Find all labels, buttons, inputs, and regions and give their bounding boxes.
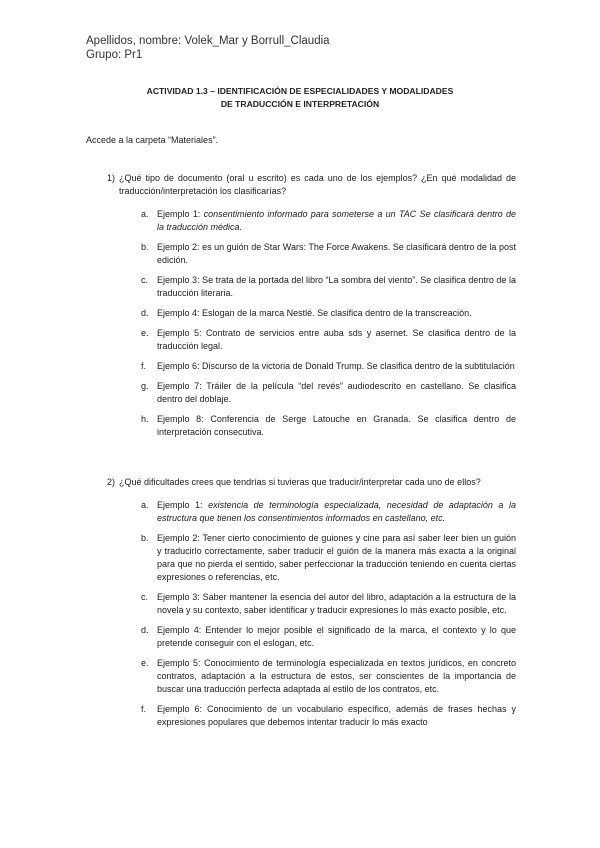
answer-item [86,624,516,650]
answer-item [86,657,516,696]
activity-title [120,85,480,111]
item-letter: f. [141,704,147,714]
answer-item [86,208,516,234]
item-label: Ejemplo 2: [157,242,200,252]
item-letter: b. [141,242,149,252]
question-number: 1) [107,173,116,183]
answer-item [86,327,516,353]
item-label: Ejemplo 1: [157,209,201,219]
question-1-prompt [86,172,516,198]
item-answer: Se trata de la portada del libro “La sombra del viento”. Se clasifica dentro de la traducción literaria. [157,275,516,298]
item-letter: e. [141,658,149,668]
item-letter: b. [141,533,149,543]
item-letter: d. [141,308,149,318]
item-letter: d. [141,625,149,635]
answer-item [86,591,516,617]
question-1-answers [86,208,516,439]
item-letter: a. [141,500,149,510]
item-label: Ejemplo 5: [157,328,202,338]
item-letter: h. [141,414,149,424]
intro-text: Accede a la carpeta “Materiales”. [86,135,219,145]
answer-item [86,307,516,320]
item-letter: c. [141,275,149,285]
item-label: Ejemplo 2: [157,533,200,543]
answer-item [86,413,516,439]
answer-item [86,703,516,729]
item-letter: f. [141,361,147,371]
title-line-1: ACTIVIDAD 1.3 – IDENTIFICACIÓN DE ESPECIALIDADES Y MODALIDADES [146,86,454,96]
document-header [86,34,330,62]
question-text: ¿Qué dificultades crees que tendrías si tuvieras que traducir/interpretar cada uno de ellos? [119,477,481,487]
item-answer: consentimiento informado para someterse a un TAC Se clasificará dentro de la traducción médica. [157,209,516,232]
group-label: Grupo: Pr1 [86,49,143,61]
item-label: Ejemplo 3: [157,592,200,602]
question-1 [86,172,516,446]
item-answer: Conocimiento de un vocabulario específico, además de frases hechas y expresiones populares que debemos intentar traducir lo más exacto [157,704,516,727]
question-2 [86,476,516,736]
item-answer: Tener cierto conocimiento de guiones y cine para así saber leer bien un guión y traducirlo correctamente, saber traducir el guión de la manera más exacta a la original para que no pierda el sentido, saber perfeccionar la traducción teniendo en cuenta ciertas expresiones o referencias, etc. [157,533,516,582]
item-letter: g. [141,381,149,391]
item-answer: es un guión de Star Wars: The Force Awakens. Se clasificará dentro de la post edición. [157,242,516,265]
answer-item [86,360,516,373]
item-label: Ejemplo 3: [157,275,200,285]
student-names: Apellidos, nombre: Volek_Mar y Borrull_Claudia [86,35,330,47]
item-label: Ejemplo 1: [157,500,203,510]
item-label: Ejemplo 7: [157,381,202,391]
answer-item [86,532,516,584]
answer-item [86,499,516,525]
item-label: Ejemplo 8: [157,414,204,424]
item-answer: Tráiler de la película “del revés” audiodescrito en castellano. Se clasifica dentro del doblaje. [157,381,516,404]
title-line-2: DE TRADUCCIÓN E INTERPRETACIÓN [220,99,380,109]
item-label: Ejemplo 6: [157,361,200,371]
item-letter: a. [141,209,149,219]
answer-item [86,241,516,267]
question-text: ¿Qué tipo de documento (oral u escrito) es cada uno de los ejemplos? ¿En qué modalidad de traducción/interpretación los clasificarías? [119,173,516,196]
item-letter: e. [141,328,149,338]
item-label: Ejemplo 4: [157,625,202,635]
item-answer: Eslogan de la marca Nestlé. Se clasifica dentro de la transcreación. [202,308,472,318]
item-answer: Conferencia de Serge Latouche en Granada. Se clasifica dentro de interpretación consecutiva. [157,414,516,437]
item-label: Ejemplo 4: [157,308,200,318]
item-answer: Contrato de servicios entre auba sds y asernet. Se clasifica dentro de la traducción legal. [157,328,516,351]
item-answer: existencia de terminología especializada, necesidad de adaptación a la estructura que tienen los consentimientos informados en castellano, etc. [157,500,516,523]
item-answer: Saber mantener la esencia del autor del libro, adaptación a la estructura de la novela y su contexto, saber identificar y traducir expresiones lo más exacto posible, etc. [157,592,516,615]
question-number: 2) [107,477,116,487]
answer-item [86,274,516,300]
answer-item [86,380,516,406]
item-letter: c. [141,592,149,602]
item-answer: Conocimiento de terminología especializada en textos jurídicos, en concreto contratos, adaptación a la estructura de estos, ser conscientes de la importancia de buscar una traducción perfecta adaptada al estilo de los contratos, etc. [157,658,516,694]
question-2-prompt [86,476,516,489]
item-answer: Discurso de la victoria de Donald Trump. Se clasifica dentro de la subtitulación [202,361,515,371]
question-2-answers [86,499,516,729]
item-answer: Entender lo mejor posible el significado de la marca, el contexto y lo que pretende conseguir con el eslogan, etc. [157,625,516,648]
item-label: Ejemplo 6: [157,704,203,714]
item-label: Ejemplo 5: [157,658,201,668]
